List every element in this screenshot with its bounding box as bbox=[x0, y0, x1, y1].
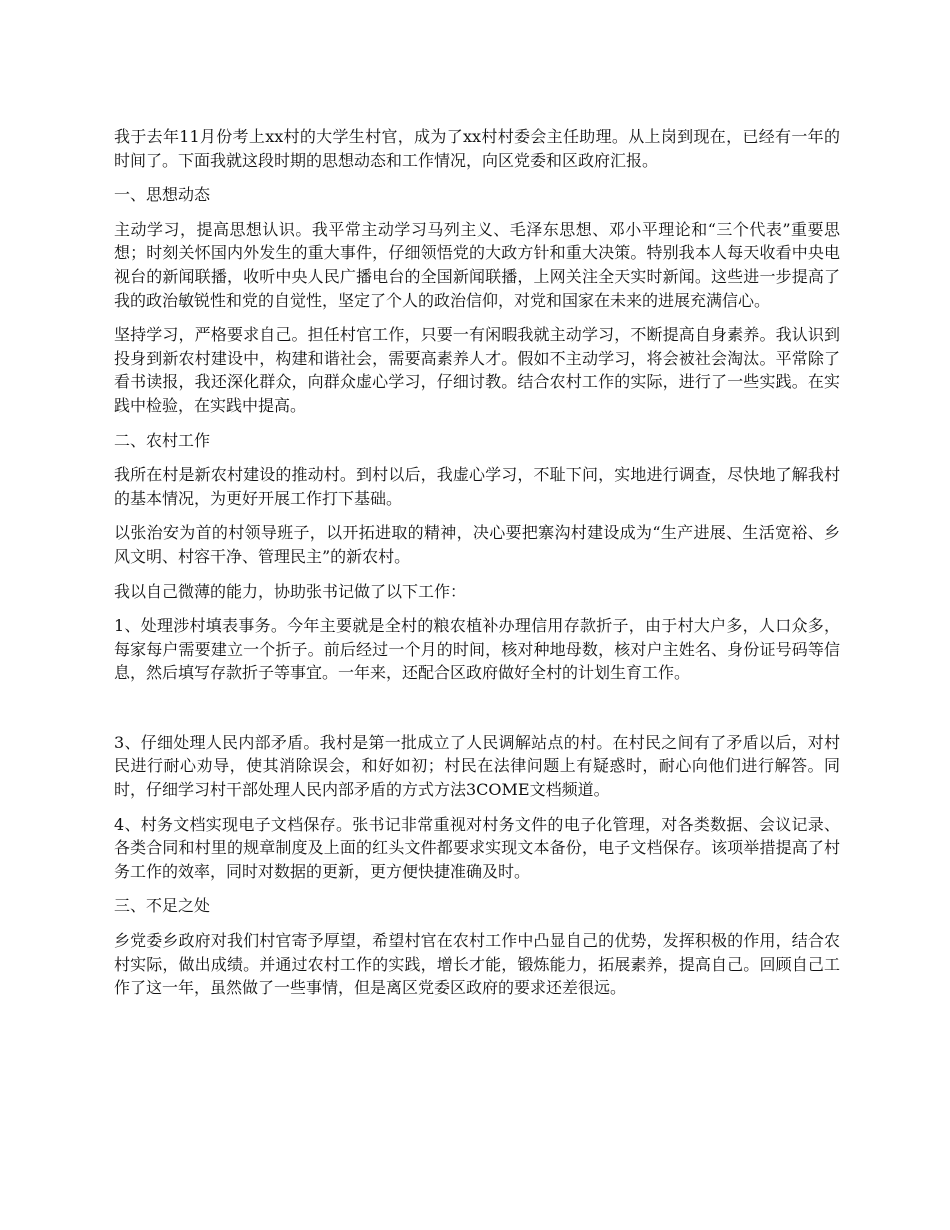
blank-gap bbox=[114, 696, 840, 731]
section-heading-thoughts: 一、思想动态 bbox=[114, 185, 211, 205]
paragraph-active-learning: 主动学习，提高思想认识。我平常主动学习马列主义、毛泽东思想、邓小平理论和“三个代表”重要思想；时刻关怀国内外发生的重大事件，仔细领悟党的大政方针和重大决策。特别我本人每天收看中央电视台的新闻联播，收听中央人民广播电台的全国新闻联播，上网关注全天实时新闻。这些进一步提高了我的政治敏锐性和党的自觉性，坚定了个人的政治信仰，对党和国家在未来的进展充满信心。 bbox=[114, 219, 840, 310]
section-heading-shortcomings: 三、不足之处 bbox=[114, 896, 211, 916]
paragraph-persist-learning: 坚持学习，严格要求自己。担任村官工作，只要一有闲暇我就主动学习，不断提高自身素养。我认识到投身到新农村建设中，构建和谐社会，需要高素养人才。假如不主动学习，将会被社会淘汰。平常除了看书读报，我还深化群众，向群众虚心学习，仔细讨教。结合农村工作的实际，进行了一些实践。在实践中检验，在实践中提高。 bbox=[114, 325, 840, 415]
list-item-4: 4、村务文档实现电子文档保存。张书记非常重视对村务文件的电子化管理，对各类数据、会议记录、各类合同和村里的规章制度及上面的红头文件都要求实现文本备份，电子文档保存。该项举措提高了村务工作的效率，同时对数据的更新，更方便快捷准确及时。 bbox=[114, 814, 840, 881]
intro-paragraph: 我于去年11月份考上xx村的大学生村官，成为了xx村村委会主任助理。从上岗到现在，已经有一年的时间了。下面我就这段时期的思想动态和工作情况，向区党委和区政府汇报。 bbox=[114, 127, 840, 170]
section-heading-rural-work: 二、农村工作 bbox=[114, 430, 211, 450]
list-item-3: 3、仔细处理人民内部矛盾。我村是第一批成立了人民调解站点的村。在村民之间有了矛盾以后，对村民进行耐心劝导，使其消除误会，和好如初；村民在法律问题上有疑惑时，耐心向他们进行解答。同时，仔细学习村干部处理人民内部矛盾的方式方法3COME文档频道。 bbox=[114, 732, 840, 800]
document-body bbox=[114, 125, 840, 1011]
list-item-1: 1、处理涉村填表事务。今年主要就是全村的粮农植补办理信用存款折子，由于村大户多，人口众多，每家每户需要建立一个折子。前后经过一个月的时间，核对种地母数，核对户主姓名、身份证号码等信息，然后填写存款折子等事宜。一年来，还配合区政府做好全村的计划生育工作。 bbox=[114, 616, 840, 683]
paragraph-shortcomings: 乡党委乡政府对我们村官寄予厚望，希望村官在农村工作中凸显自己的优势，发挥积极的作用，结合农村实际，做出成绩。并通过农村工作的实践，增长才能，锻炼能力，拓展素养，提高自己。回顾自己工作了这一年，虽然做了一些事情，但是离区党委区政府的要求还差很远。 bbox=[114, 931, 840, 998]
paragraph-leadership: 以张治安为首的村领导班子，以开拓进取的精神，决心要把寨沟村建设成为“生产进展、生活宽裕、乡风文明、村容干净、管理民主”的新农村。 bbox=[114, 523, 840, 566]
paragraph-work-intro: 我以自己微薄的能力，协助张书记做了以下工作： bbox=[114, 581, 467, 601]
paragraph-village-intro: 我所在村是新农村建设的推动村。到村以后，我虚心学习，不耻下问，实地进行调查，尽快地了解我村的基本情况，为更好开展工作打下基础。 bbox=[114, 465, 840, 508]
